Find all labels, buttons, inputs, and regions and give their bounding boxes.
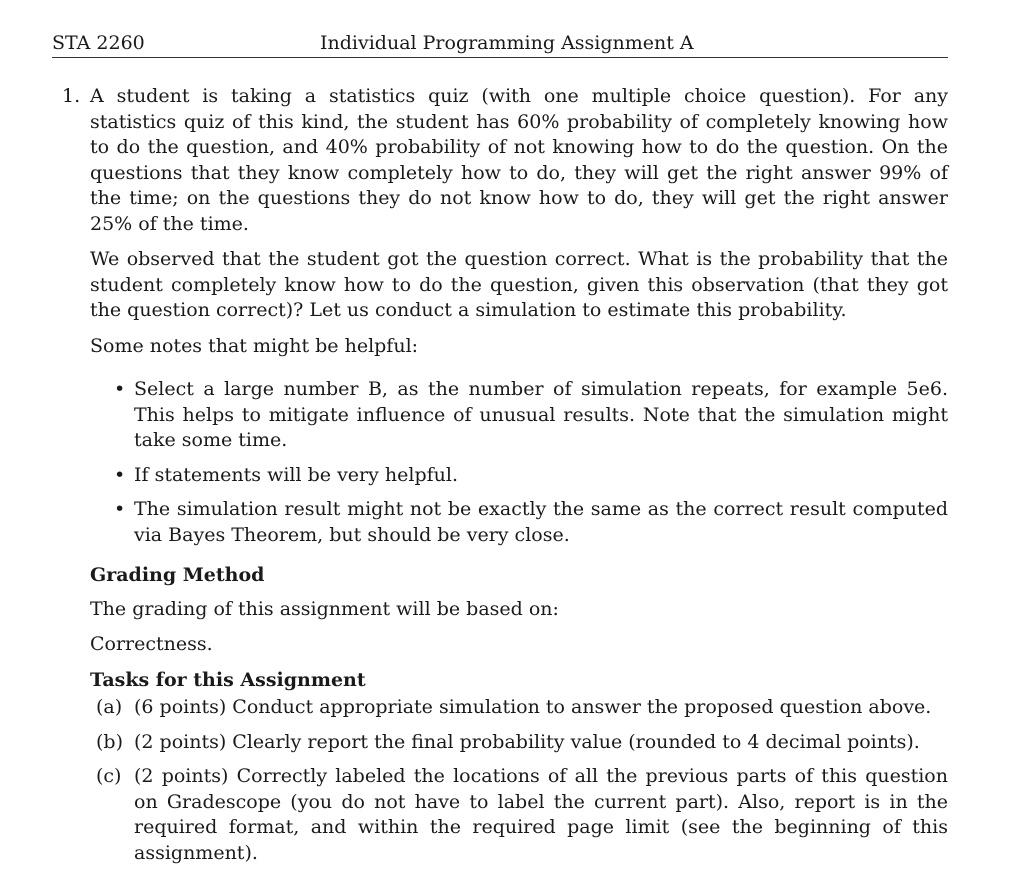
task-text: (2 points) Correctly labeled the locations of all the previous parts of this question on Gradescope (you do not have to label the current part). Also, report is in the required format, and within the required page limit (see the beginning of this assignment). [134, 765, 948, 864]
grading-criterion: Correctness. [90, 633, 213, 655]
list-item [90, 463, 948, 489]
document-page [52, 31, 948, 875]
bullet-icon: • [114, 498, 126, 520]
list-item [90, 695, 948, 721]
bullet-icon: • [114, 378, 126, 400]
tasks-heading: Tasks for this Assignment [90, 668, 366, 691]
list-item [90, 730, 948, 756]
question-paragraph-2: We observed that the student got the question correct. What is the probability that the student completely know how to do the question, given this observation (that they got the question correct)? Let us conduct a simulation to estimate this probability. [90, 248, 948, 321]
task-label: (c) [96, 765, 122, 787]
task-label: (b) [96, 730, 123, 753]
task-text: (6 points) Conduct appropriate simulation to answer the proposed question above. [134, 696, 932, 718]
note-text: The simulation result might not be exactly the same as the correct result computed via Bayes Theorem, but should be very close. [134, 498, 948, 546]
note-text: If statements will be very helpful. [134, 463, 459, 486]
question-number: 1. [62, 85, 81, 107]
course-code: STA 2260 [52, 32, 145, 54]
task-label: (a) [96, 696, 123, 718]
question-paragraph-1: A student is taking a statistics quiz (with one multiple choice question). For any statistics quiz of this kind, the student has 60% probability of completely knowing how to do the question, and 40% probability of not knowing how to do the question. On the questions that they know completely how to do, they will get the right answer 99% of the time; on the questions they do not know how to do, they will get the right answer 25% of the time. [90, 85, 948, 235]
list-item [90, 497, 948, 548]
tasks-list [90, 695, 948, 866]
notes-intro: Some notes that might be helpful: [90, 334, 419, 357]
question-1 [52, 84, 948, 866]
grading-heading: Grading Method [90, 564, 265, 586]
task-text: (2 points) Clearly report the final probability value (rounded to 4 decimal points). [134, 730, 920, 753]
notes-list [90, 377, 948, 548]
note-text: Select a large number B, as the number of simulation repeats, for example 5e6. This helps to mitigate influence of unusual results. Note that the simulation might take some time. [134, 378, 948, 451]
assignment-title: Individual Programming Assignment A [320, 32, 694, 54]
page-header [52, 31, 948, 58]
bullet-icon: • [114, 463, 126, 486]
question-body [90, 84, 948, 866]
grading-intro: The grading of this assignment will be based on: [90, 597, 559, 620]
list-item [90, 377, 948, 454]
list-item [90, 764, 948, 866]
